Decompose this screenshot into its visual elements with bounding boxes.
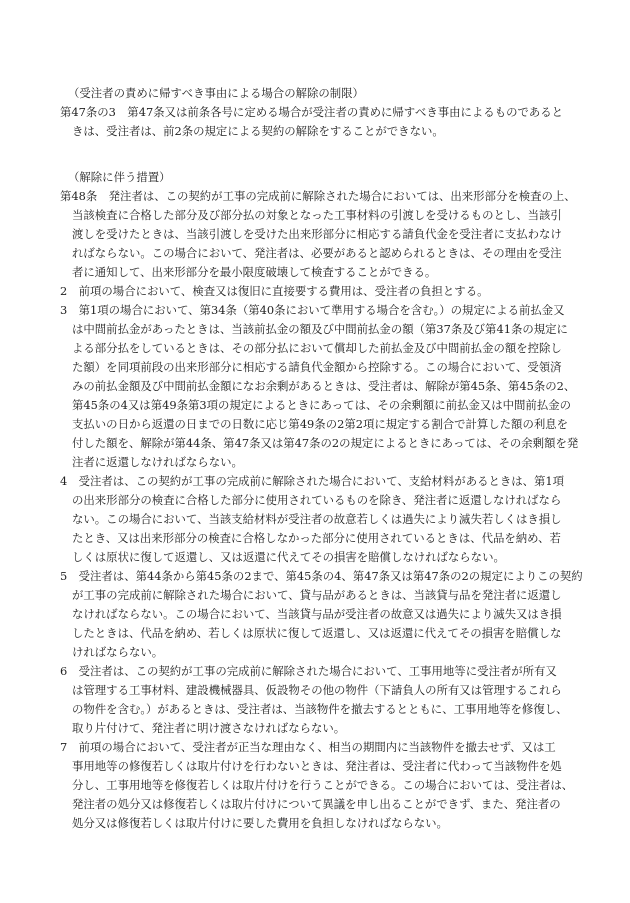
paragraph-line: 発注者の処分又は修復若しくは取片付けについて異議を申し出ることができず、また、発注者の xyxy=(72,797,561,811)
paragraph-line: ければならない。 xyxy=(72,645,164,659)
paragraph-line: 7 前項の場合において、受注者が正当な理由なく、相当の期間内に当該物件を撤去せず、又は工 xyxy=(60,740,556,754)
paragraph-line: 3 第1項の場合において、第34条（第40条において準用する場合を含む。）の規定による前払金又 xyxy=(60,303,565,317)
paragraph-line: た額）を同項前段の出来形部分に相応する請負代金額から控除する。この場合において、受領済 xyxy=(72,360,562,374)
paragraph-line: の出来形部分の検査に合格した部分に使用されているものを除き、発注者に返還しなければなら xyxy=(72,493,562,507)
paragraph-line: しくは原状に復して返還し、又は返還に代えてその損害を賠償しなければならない。 xyxy=(72,550,505,564)
paragraph-line: よる部分払をしているときは、その部分払において償却した前払金及び中間前払金の額を控除し xyxy=(72,341,562,355)
paragraph-line: 2 前項の場合において、検査又は復旧に直接要する費用は、受注者の負担とする。 xyxy=(60,284,489,298)
paragraph-line: なければならない。この場合において、当該貸与品が受注者の故意又は過失により滅失又はき損 xyxy=(72,607,562,621)
paragraph-line: ない。この場合において、当該支給材料が受注者の故意若しくは過失により滅失若しくはき損し xyxy=(72,512,562,526)
paragraph-line: は中間前払金があったときは、当該前払金の額及び中間前払金の額（第37条及び第41条の規定に xyxy=(72,322,568,336)
paragraph-line: たとき、又は出来形部分の検査に合格しなかった部分に使用されているときは、代品を納め、若 xyxy=(72,531,561,545)
paragraph-line: が工事の完成前に解除された場合において、貸与品があるときは、当該貸与品を発注者に返還し xyxy=(72,588,562,602)
article-line: 渡しを受けたときは、当該引渡しを受けた出来形部分に相応する請負代金を受注者に支払わなけ xyxy=(72,227,562,241)
paragraph-line: 6 受注者は、この契約が工事の完成前に解除された場合において、工事用地等に受注者が所有又 xyxy=(60,664,557,678)
paragraph-line: は管理する工事材料、建設機械器具、仮設物その他の物件（下請負人の所有又は管理するこれら xyxy=(72,683,562,697)
paragraph-line: 分し、工事用地等を修復若しくは取片付けを行うことができる。この場合においては、受注者は、 xyxy=(72,778,574,792)
spacer xyxy=(60,160,580,168)
paragraph-line: 支払いの日から返還の日までの日数に応じ第49条の2第2項に規定する割合で計算した額の利息を xyxy=(72,417,569,431)
article-line: きは、受注者は、前2条の規定による契約の解除をすることができない。 xyxy=(72,124,444,138)
article-line: 第47条の3 第47条又は前条各号に定める場合が受注者の責めに帰すべき事由によるものであると xyxy=(60,105,564,119)
article-line: 当該検査に合格した部分及び部分払の対象となった工事材料の引渡しを受けるものとし、当該引 xyxy=(72,208,562,222)
paragraph-line: 取り片付けて、発注者に明け渡さなければならない。 xyxy=(72,721,346,735)
section-heading: （解除に伴う措置） xyxy=(68,170,171,184)
paragraph-line: 注者に返還しなければならない。 xyxy=(72,455,243,469)
article-line: 第48条 発注者は、この契約が工事の完成前に解除された場合においては、出来形部分を検査の上、 xyxy=(60,189,576,203)
paragraph-line: 付した額を、解除が第44条、第47条又は第47条の2の規定によるときにあっては、その余剰額を発 xyxy=(72,436,579,450)
paragraph-line: 5 受注者は、第44条から第45条の2まで、第45条の4、第47条又は第47条の2の規定によりこの契約 xyxy=(60,569,583,583)
paragraph-line: したときは、代品を納め、若しくは原状に復して返還し、又は返還に代えてその損害を賠償しな xyxy=(72,626,562,640)
paragraph-line: 第45条の4又は第49条第3項の規定によるときにあっては、その余剰額に前払金又は中間前払金の xyxy=(72,398,571,412)
article-line: ればならない。この場合において、発注者は、必要があると認められるときは、その理由を受注 xyxy=(72,246,562,260)
paragraph-line: 処分又は修復若しくは取片付けに要した費用を負担しなければならない。 xyxy=(72,816,448,830)
paragraph-line: 事用地等の修復若しくは取片付けを行わないときは、発注者は、受注者に代わって当該物件を処 xyxy=(72,759,562,773)
paragraph-line: 4 受注者は、この契約が工事の完成前に解除された場合において、支給材料があるときは、第1項 xyxy=(60,474,565,488)
paragraph-line: みの前払金額及び中間前払金額になお余剰があるときは、受注者は、解除が第45条、第45条の2、 xyxy=(72,379,576,393)
document-body xyxy=(60,84,583,833)
paragraph-line: の物件を含む。）があるときは、受注者は、当該物件を撤去するとともに、工事用地等を修復し、 xyxy=(72,702,568,716)
spacer xyxy=(60,141,580,160)
article-line: 者に通知して、出来形部分を最小限度破壊して検査することができる。 xyxy=(72,265,437,279)
section-heading: （受注者の責めに帰すべき事由による場合の解除の制限） xyxy=(68,86,364,100)
